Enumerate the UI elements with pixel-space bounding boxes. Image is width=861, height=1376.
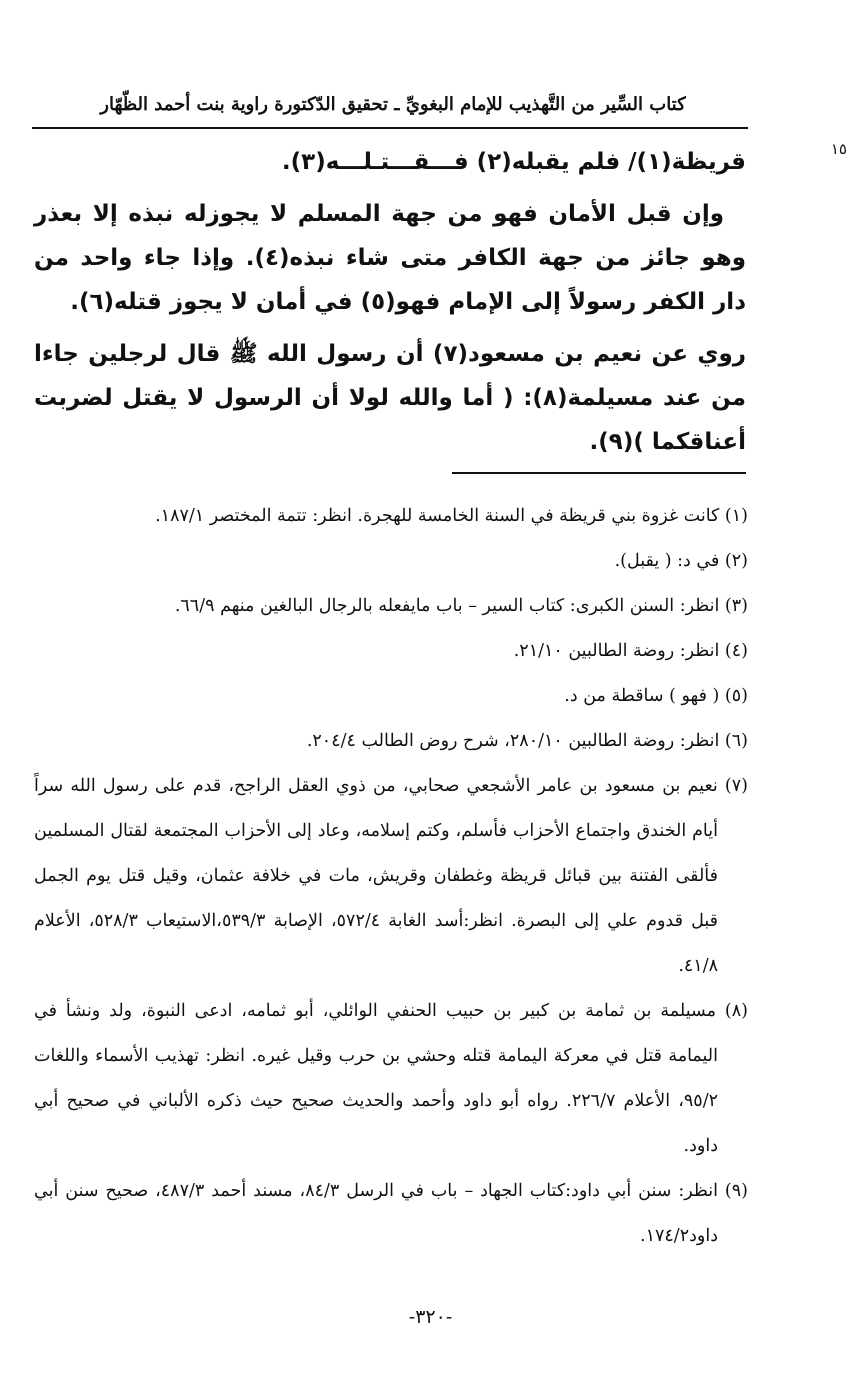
footnote-1: (١) كانت غزوة بني قريظة في السنة الخامسة للهجرة. انظر: تتمة المختصر ١٨٧/١.: [155, 506, 748, 526]
footnotes: [34, 494, 748, 1259]
footnote-7: (٧) نعيم بن مسعود بن عامر الأشجعي صحابي، من ذوي العقل الراجح، قدم على رسول الله سراً أيام الخندق واجتماع الأحزاب فأسلم، وكتم إسلامه، وعاد إلى الأحزاب المجتمعة لقتال المسلمين فألقى الفتنة بين قبائل قريظة وغطفان وقريش، مات في خلافة عثمان، وقيل قتل يوم الجمل قبل قدوم علي إلى البصرة. انظر:أسد الغابة ٥٧٢/٤، الإصابة ٥٣٩/٣،الاستيعاب ٥٢٨/٣، الأعلام ٤١/٨.: [34, 776, 748, 976]
footnote-2: (٢) في د: ( يقبل).: [614, 551, 748, 571]
main-text: [34, 140, 746, 464]
body-paragraph: روي عن نعيم بن مسعود(٧) أن رسول الله ﷺ قال لرجلين جاءا من عند مسيلمة(٨): ( أما والله لولا أن الرسول لا يقتل لضربت أعناقكما )(٩).: [34, 341, 747, 455]
running-header: كتاب السِّير من التَّهذيب للإمام البغويِّ ـ تحقيق الدّكتورة راوية بنت أحمد الظّهّار: [100, 94, 686, 115]
page-number: -٣٢٠-: [408, 1306, 453, 1328]
header-rule: [32, 127, 748, 129]
footnote-5: (٥) ( فهو ) ساقطة من د.: [564, 686, 748, 706]
margin-number: ١٥: [830, 140, 847, 158]
footnote-separator: [452, 472, 746, 474]
footnote-4: (٤) انظر: روضة الطالبين ٢١/١٠.: [513, 641, 748, 661]
footnote-9: (٩) انظر: سنن أبي داود:كتاب الجهاد – باب في الرسل ٨٤/٣، مسند أحمد ٤٨٧/٣، صحيح سنن أبي داود١٧٤/٢.: [34, 1181, 748, 1246]
footnote-3: (٣) انظر: السنن الكبرى: كتاب السير – باب مايفعله بالرجال البالغين منهم ٦٦/٩.: [174, 596, 748, 616]
footnote-8: (٨) مسيلمة بن ثمامة بن كبير بن حبيب الحنفي الوائلي، أبو ثمامه، ادعى النبوة، ولد ونشأ في اليمامة قتل في معركة اليمامة قتله وحشي بن حرب وقيل غيره. انظر: تهذيب الأسماء واللغات ٩٥/٢، الأعلام ٢٢٦/٧. رواه أبو داود وأحمد والحديث صحيح حيث ذكره الألباني في صحيح أبي داود.: [34, 1001, 748, 1156]
body-paragraph: وإن قبل الأمان فهو من جهة المسلم لا يجوزله نبذه إلا بعذر وهو جائز من جهة الكافر متى شاء نبذه(٤). وإذا جاء واحد من دار الكفر رسولاً إلى الإمام فهو(٥) في أمان لا يجوز قتله(٦).: [34, 201, 746, 315]
body-paragraph: قريظة(١)/ فلم يقبله(٢) فـــقـــتـلـــه(٣).: [281, 149, 746, 175]
footnote-6: (٦) انظر: روضة الطالبين ٢٨٠/١٠، شرح روض الطالب ٢٠٤/٤.: [306, 731, 748, 751]
